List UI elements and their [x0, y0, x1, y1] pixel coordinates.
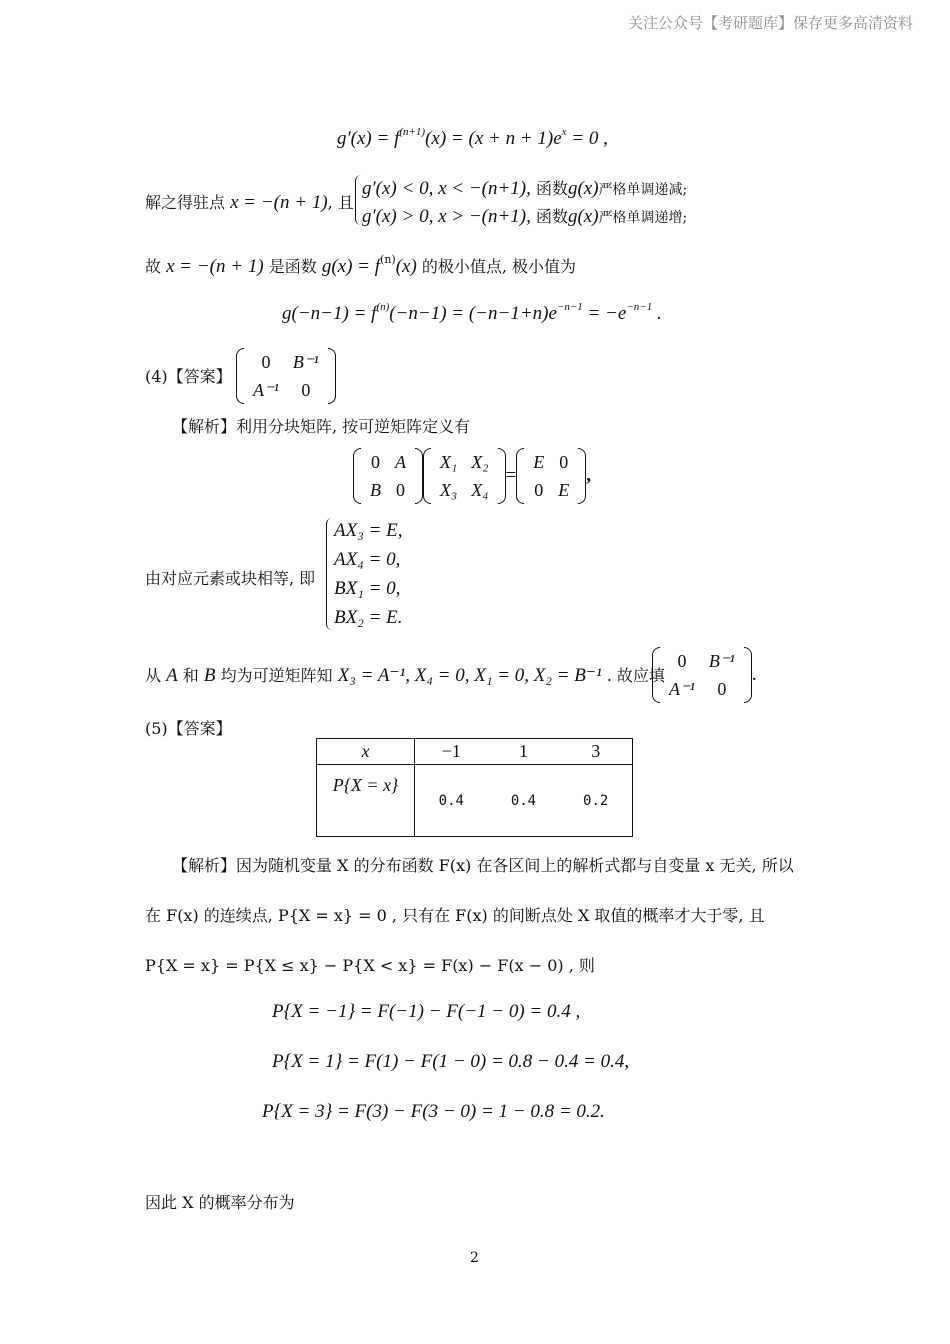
eq-sup: x: [561, 126, 567, 138]
cell: 0: [677, 650, 687, 671]
value-cell: 0.4: [415, 765, 488, 837]
cell: A⁻¹: [253, 379, 279, 400]
q4-conclusion: [145, 663, 665, 687]
text: 由对应元素或块相等, 即: [145, 569, 316, 588]
text: 解之得驻点: [145, 193, 231, 212]
cell: X₂: [471, 451, 489, 472]
eq-part: (−n−1) = (−n−1+n)e: [389, 303, 557, 324]
text: 均为可逆矩阵知: [215, 666, 338, 685]
cell: 0: [534, 479, 544, 500]
cell: X₁: [440, 451, 458, 472]
eq-part: g′(x) = f: [337, 128, 400, 149]
math: x = −(n + 1): [230, 192, 328, 213]
cell: 0: [261, 351, 271, 372]
sup: −n−1: [556, 301, 583, 313]
row-label: P{X = x}: [317, 765, 415, 837]
math: g′(x) < 0, x < −(n+1),: [362, 178, 531, 199]
equation-min-value: [282, 303, 662, 325]
cell: 0: [559, 451, 569, 472]
math: x = −(n + 1): [166, 256, 264, 277]
text: . 故应填: [601, 666, 665, 685]
text: 【解析】利用分块矩阵, 按可逆矩阵定义有: [172, 417, 471, 436]
math: (x): [395, 256, 417, 277]
header-watermark: 关注公众号【考研题库】保存更多高清资料: [627, 14, 913, 32]
text: 的极小值点, 极小值为: [416, 257, 577, 276]
eq-sign: =: [505, 465, 517, 486]
header-cell: 1: [488, 739, 560, 765]
cell: B⁻¹: [708, 650, 735, 671]
block-matrix-equation: [353, 448, 591, 504]
eq-part: = −e: [582, 303, 627, 324]
sys-eq-2: AX₄ = 0,: [334, 549, 401, 570]
cell: 0: [396, 479, 405, 500]
cell: A⁻¹: [669, 678, 695, 699]
text: 严格单调递增;: [598, 210, 688, 226]
q5-analysis-3: P{X = x} = P{X ≤ x} − P{X < x} = F(x) − F(x − 0) , 则: [145, 956, 595, 975]
text: 和: [177, 666, 204, 685]
math: B: [203, 665, 216, 686]
header-cell: x: [317, 739, 415, 765]
q5-eq-3: P{X = 3} = F(3) − F(3 − 0) = 1 − 0.8 = 0.2.: [262, 1101, 605, 1122]
text: 函数: [530, 207, 568, 226]
page-number: 2: [470, 1250, 479, 1266]
sys-eq-3: BX₁ = 0,: [334, 578, 401, 599]
eq-part: (x) = (x + n + 1)e: [425, 128, 562, 149]
cell: A: [395, 451, 406, 472]
text: 故: [145, 257, 167, 276]
case-2: [362, 204, 687, 228]
case-brace: [355, 175, 362, 225]
distribution-table: [316, 738, 633, 837]
answer4-fill-matrix: [652, 647, 757, 703]
text: (4)【答案】: [145, 367, 232, 386]
sys-eq-1: AX₃ = E,: [334, 520, 403, 541]
sup: (n): [380, 253, 396, 266]
eq-part: g(−n−1) = f: [282, 303, 377, 324]
matrix-block: [353, 448, 423, 504]
eq-part: .: [652, 303, 662, 324]
cell: 0: [717, 678, 727, 699]
answer4-matrix: [236, 348, 336, 404]
case-1: [362, 176, 687, 200]
text: 函数: [530, 179, 568, 198]
value-cell: 0.2: [559, 765, 632, 837]
cell: X₄: [471, 479, 489, 500]
matrix: [236, 348, 336, 404]
sup: −n−1: [626, 301, 653, 313]
q5-analysis-1: 【解析】因为随机变量 X 的分布函数 F(x) 在各区间上的解析式都与自变量 x 无关, 所以: [172, 856, 794, 875]
header-cell: −1: [415, 739, 488, 765]
matrix-unknown: [423, 448, 506, 504]
q5-final: 因此 X 的概率分布为: [145, 1193, 295, 1212]
matrix-identity: [516, 448, 586, 504]
eq-sup: (n+1): [399, 126, 426, 138]
cell: B⁻¹: [292, 351, 319, 372]
text: 严格单调递减;: [598, 182, 688, 198]
math: g(x): [567, 178, 599, 199]
math: A: [166, 665, 178, 686]
system-brace: [326, 518, 333, 630]
cell: E: [533, 451, 545, 472]
text: 是函数: [263, 257, 322, 276]
sys-eq-4: BX₂ = E.: [334, 607, 403, 628]
text: , 且: [327, 193, 354, 212]
stationary-line: [145, 190, 354, 214]
q5-eq-1: P{X = −1} = F(−1) − F(−1 − 0) = 0.4 ,: [272, 1001, 581, 1022]
value-cell: 0.4: [488, 765, 560, 837]
cell: B: [370, 479, 381, 500]
eq-part: = 0 ,: [566, 128, 608, 149]
matrix: [652, 647, 752, 703]
cell: X₃: [440, 479, 458, 500]
header-cell: 3: [559, 739, 632, 765]
math: g(x) = f: [321, 256, 381, 277]
math: X₃ = A⁻¹, X₄ = 0, X₁ = 0, X₂ = B⁻¹: [337, 665, 602, 686]
q5-analysis-2: 在 F(x) 的连续点, P{X = x} = 0 , 只有在 F(x) 的间断点处 X 取值的概率才大于零, 且: [145, 906, 765, 925]
period: .: [751, 664, 757, 685]
math: g′(x) > 0, x > −(n+1),: [362, 206, 531, 227]
comma: ,: [586, 465, 591, 486]
q4-analysis: [172, 414, 470, 437]
q4-label: [145, 364, 232, 387]
math: g(x): [567, 206, 599, 227]
text: 从: [145, 666, 167, 685]
equation-g-prime: [337, 128, 608, 150]
cell: 0: [371, 451, 380, 472]
cell: E: [558, 479, 570, 500]
q5-eq-2: P{X = 1} = F(1) − F(1 − 0) = 0.8 − 0.4 = 0.4,: [272, 1051, 630, 1072]
sup: (n): [376, 301, 390, 313]
text: (5)【答案】: [145, 719, 232, 738]
q4-correspond-text: [145, 566, 315, 589]
minpoint-line: [145, 254, 576, 278]
q5-label: [145, 716, 232, 739]
cell: 0: [301, 379, 311, 400]
